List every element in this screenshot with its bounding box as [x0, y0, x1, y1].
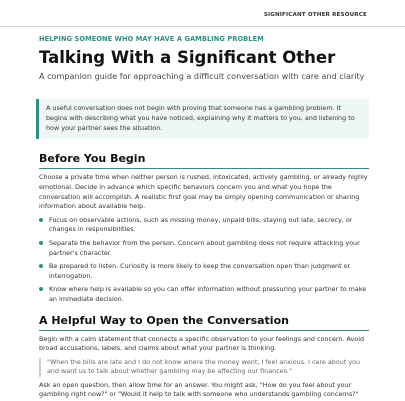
bullet-dot-icon	[39, 241, 43, 245]
example-quote: "When the bills are late and I do not know where the money went, I feel anxious. I care about you and want us to talk about whether gambling may be affecting our finances."	[39, 358, 369, 377]
intro-callout: A useful conversation does not begin with proving that someone has a gambling problem. It begins with describing what you have noticed, explaining why it matters to you, and listening to how your partner sees the situation.	[36, 99, 369, 139]
before-intro-paragraph: Choose a private time when neither person is rushed, intoxicated, actively gambling, or already highly emotional. Decide in advance which specific behaviors concern you and what you hope the conversation will accomplish. A realistic first goal may be simply opening communication or sharing information about available help.	[39, 173, 368, 211]
before-bullet-list	[39, 216, 369, 305]
bullet-dot-icon	[39, 218, 43, 222]
bullet-dot-icon	[39, 264, 43, 268]
bullet-dot-icon	[39, 287, 43, 291]
bullet-item	[39, 285, 369, 304]
eyebrow-label: HELPING SOMEONE WHO MAY HAVE A GAMBLING PROBLEM	[39, 35, 264, 43]
bullet-item	[39, 216, 369, 235]
header-divider	[0, 26, 405, 27]
document-body	[39, 33, 369, 400]
bullet-text: Know where help is available so you can offer information without pressuring your partner to make an immediate decision.	[49, 285, 367, 303]
bullet-item	[39, 239, 369, 258]
bullet-item	[39, 262, 369, 281]
page-title: Talking With a Significant Other	[39, 48, 336, 67]
open-followup-paragraph: Ask an open question, then allow time for an answer. You might ask, "How do you feel about your gambling right now?" or "Would it help to talk with someone who understands gambling concerns?"	[39, 380, 359, 399]
section-heading-open-conversation: A Helpful Way to Open the Conversation	[39, 314, 369, 331]
section-heading-before-you-begin: Before You Begin	[39, 152, 369, 169]
bullet-text: Be prepared to listen. Curiosity is more likely to keep the conversation open than judgment or interrogation.	[49, 262, 351, 280]
bullet-text: Focus on observable actions, such as missing money, unpaid bills, staying out late, secrecy, or changes in responsibilities.	[49, 215, 353, 234]
page-subtitle: A companion guide for approaching a difficult conversation with care and clarity	[39, 71, 365, 81]
resource-tag: SIGNIFICANT OTHER RESOURCE	[263, 12, 367, 18]
open-intro-paragraph: Begin with a calm statement that connects a specific observation to your feelings and concern. Avoid broad accusations, labels, and claims about what your partner is thinking.	[39, 334, 365, 353]
bullet-text: Separate the behavior from the person. Concern about gambling does not require attacking your partner's character.	[49, 238, 360, 257]
